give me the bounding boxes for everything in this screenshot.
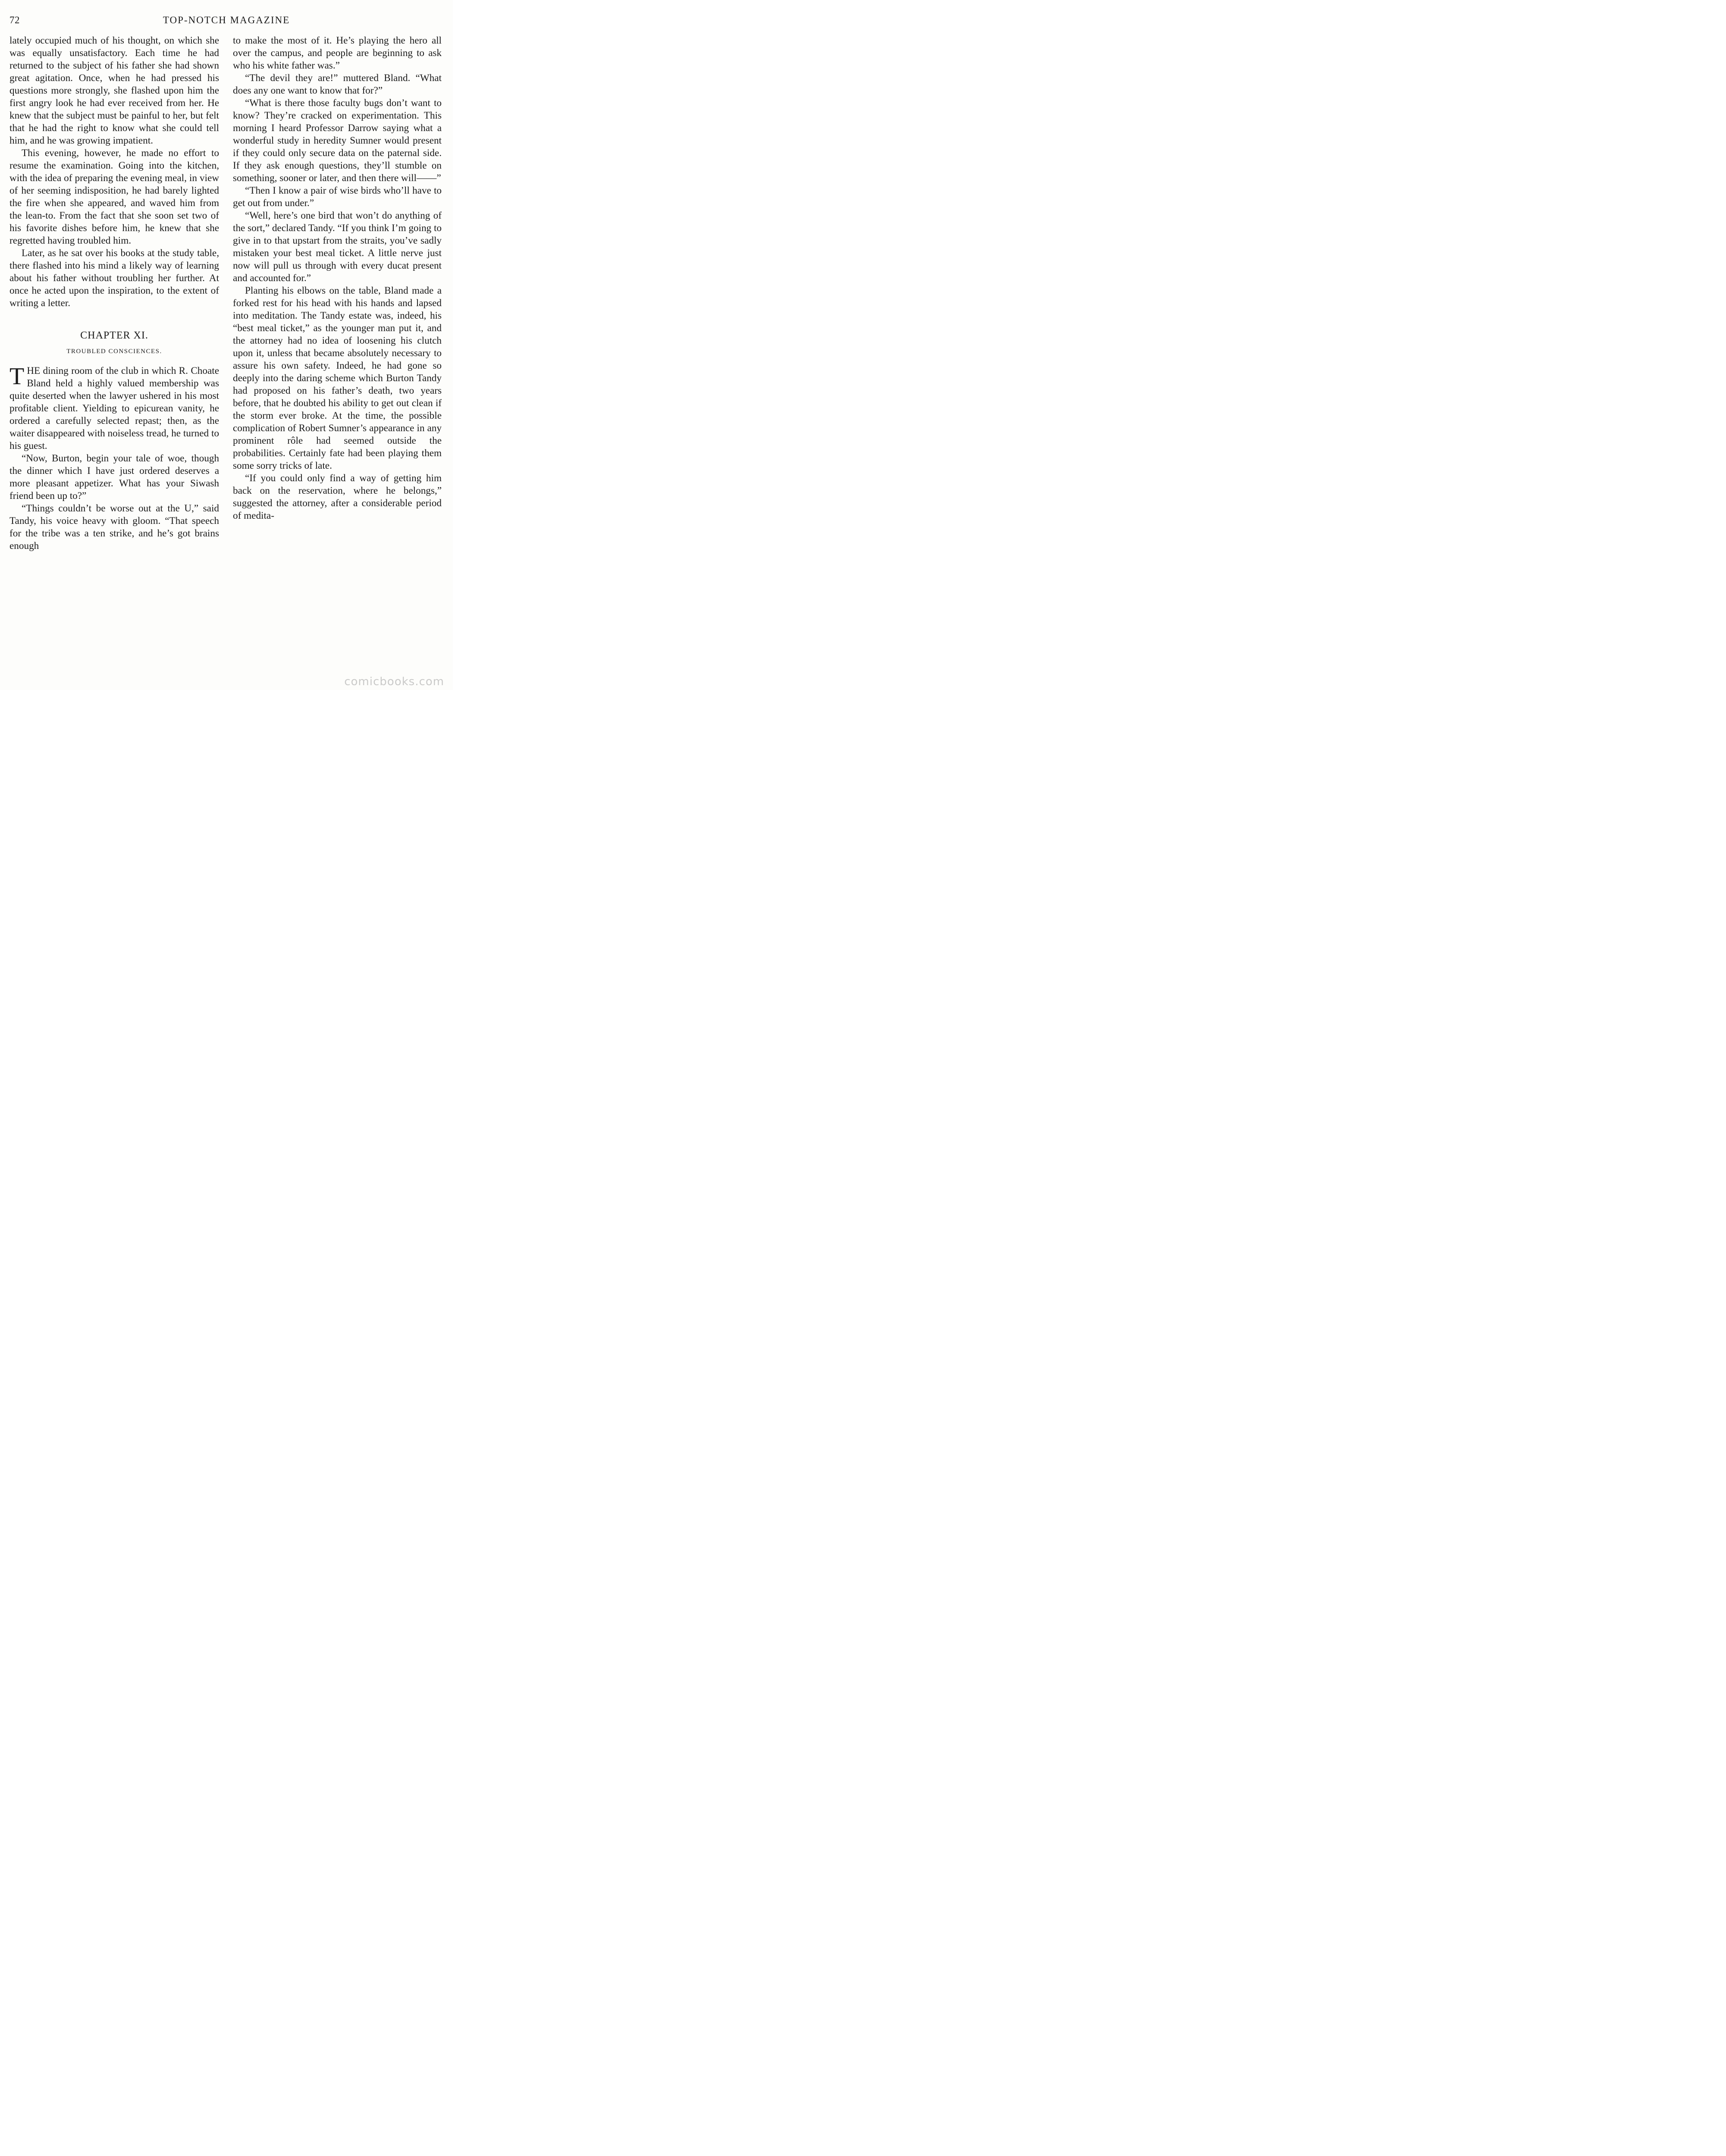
paragraph: to make the most of it. He’s playing the hero all over the campus, and people are beginning to ask who his white father was.”	[233, 35, 442, 71]
paragraph: “Well, here’s one bird that won’t do anything of the sort,” declared Tandy. “If you think I’m going to give in to that upstart from the straits, you’ve sadly mistaken your best meal ticket. A little nerve just now will pull us through with every ducat present and accounted for.”	[233, 210, 442, 284]
running-head	[9, 15, 443, 32]
watermark: comicbooks.com	[344, 675, 444, 688]
paragraph: “The devil they are!” muttered Bland. “What does any one want to know that for?”	[233, 72, 442, 96]
paragraph: This evening, however, he made no effort to resume the examination. Going into the kitchen, with the idea of preparing the evening meal, in view of her seeming indisposition, he had barely lighted the fire when she appeared, and waved him from the lean-to. From the fact that she soon set two of his favorite dishes before him, he knew that she regretted having troubled him.	[9, 147, 219, 246]
paragraph: “Then I know a pair of wise birds who’ll have to get out from under.”	[233, 185, 442, 209]
paragraph: “Now, Burton, begin your tale of woe, though the dinner which I have just ordered deserves a more pleasant appetizer. What has your Siwash friend been up to?”	[9, 453, 219, 501]
magazine-title: TOP-NOTCH MAGAZINE	[163, 15, 290, 25]
right-column	[233, 34, 442, 522]
paragraph-text: HE dining room of the club in which R. Choate Bland held a highly valued membership was quite deserted when the lawyer ushered in his most profitable client. Yielding to epicurean vanity, he ordered a carefully selected repast; then, as the waiter disappeared with noiseless tread, he turned to his guest.	[9, 365, 219, 451]
paragraph: Planting his elbows on the table, Bland made a forked rest for his head with his hands and lapsed into meditation. The Tandy estate was, indeed, his “best meal ticket,” as the younger man put it, and the attorney had no idea of loosening his clutch upon it, unless that became absolutely necessary to assure his own safety. Indeed, he had gone so deeply into the daring scheme which Burton Tandy had proposed on his father’s death, two years before, that he doubted his ability to get out clean if the storm ever broke. At the time, the possible complication of Robert Sumner’s appearance in any prominent rôle had seemed outside the probabilities. Certainly fate had been playing them some sorry tricks of late.	[233, 285, 442, 471]
chapter-opening-paragraph	[9, 365, 219, 452]
left-column	[9, 34, 219, 552]
magazine-page	[0, 0, 453, 690]
chapter-subtitle: TROUBLED CONSCIENCES.	[66, 348, 162, 355]
paragraph: “What is there those faculty bugs don’t want to know? They’re cracked on experimentation. This morning I heard Professor Darrow saying what a wonderful study in heredity Sumner would present if they could only secure data on the paternal side. If they ask enough questions, they’ll stumble on something, sooner or later, and then there will——”	[233, 97, 442, 184]
drop-cap: T	[9, 363, 25, 390]
paragraph: “Things couldn’t be worse out at the U,” said Tandy, his voice heavy with gloom. “That speech for the tribe was a ten strike, and he’s got brains enough	[9, 503, 219, 552]
paragraph: lately occupied much of his thought, on which she was equally unsatisfactory. Each time he had returned to the subject of his father she had shown great agitation. Once, when he had pressed his questions more strongly, she flashed upon him the first angry look he had ever received from her. He knew that the subject must be painful to her, but felt that he had the right to know what she could tell him, and he was growing impatient.	[9, 35, 219, 146]
chapter-heading: CHAPTER XI.	[80, 330, 148, 341]
paragraph: Later, as he sat over his books at the study table, there flashed into his mind a likely way of learning about his father without troubling her further. At once he acted upon the inspiration, to the extent of writing a letter.	[9, 248, 219, 309]
paragraph: “If you could only find a way of getting him back on the reservation, where he belongs,” suggested the attorney, after a considerable period of medita-	[233, 473, 442, 521]
page-number: 72	[9, 15, 20, 25]
